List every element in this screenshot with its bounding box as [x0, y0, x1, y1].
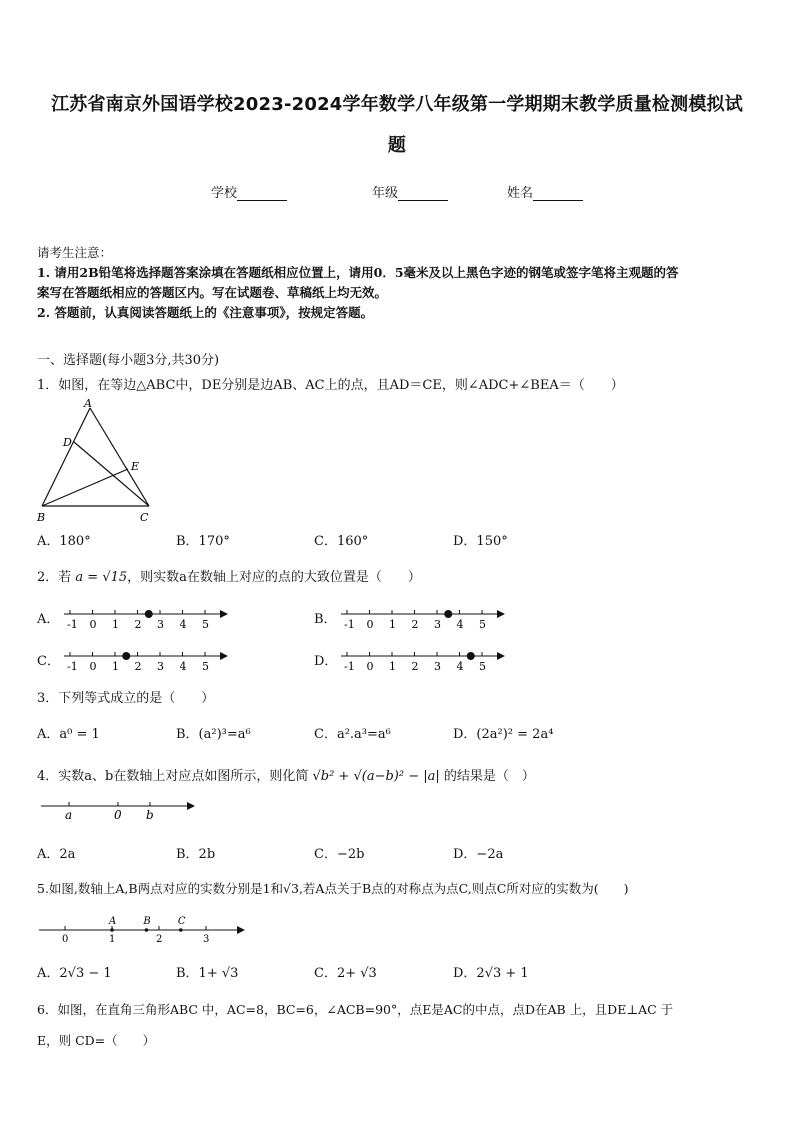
q2-stem-post: ，则实数a在数轴上对应的点的大致位置是（ ） [127, 570, 421, 585]
q4-option-d: D．−2a [453, 847, 504, 862]
q1-triangle-figure [32, 396, 162, 526]
label-b: B [37, 511, 46, 524]
q2-number-line-d [339, 646, 509, 674]
q2-number-line-a [62, 604, 232, 632]
tick-label: -1 [67, 660, 78, 673]
axis-arrow [187, 802, 195, 810]
q5-option-c: C．2+ √3 [314, 966, 377, 981]
q4-stem-pre: 4．实数a、b在数轴上对应点如图所示，则化简 [37, 769, 309, 784]
q2-option-d-letter: D． [314, 654, 338, 669]
question-6-stem: 6．如图，在直角三角形ABC 中，AC=8，BC=6，∠ACB=90°，点E是AC的中点，点D在AB 上，且DE⊥AC 于 [37, 1002, 674, 1017]
tick-label: 2 [156, 934, 163, 944]
q2-number-line-c [62, 646, 232, 674]
point-a [145, 610, 153, 618]
tick-label: 1 [389, 660, 396, 673]
q2-option-b-letter: B． [314, 612, 337, 627]
tick-label: -1 [344, 618, 355, 631]
axis-arrow [497, 652, 505, 660]
q5-option-d: D．2√3 + 1 [453, 966, 529, 981]
tick-label: 0 [89, 660, 97, 673]
q2-stem-pre: 2．若 [37, 570, 72, 585]
tick-label: 4 [456, 660, 464, 673]
page-title-continued: 题 [387, 135, 407, 156]
name-label: 姓名 [507, 186, 534, 201]
tick-label: 1 [389, 618, 396, 631]
q2-option-a-letter: A． [37, 612, 60, 627]
label-zero: 0 [114, 808, 122, 822]
tick-label: 3 [434, 618, 441, 631]
tick-label: 2 [411, 618, 419, 631]
tick-label: 0 [366, 618, 374, 631]
tick-label: 4 [179, 660, 187, 673]
grade-label: 年级 [372, 186, 399, 201]
notice-item-2: 2. 答题前，认真阅读答题纸上的《注意事项》，按规定答题。 [37, 305, 374, 320]
point-label: A [109, 916, 117, 927]
q4-option-a: A．2a [37, 847, 76, 862]
axis-arrow [220, 652, 228, 660]
q5-option-a: A．2√3 − 1 [37, 966, 112, 981]
tick-label: -1 [344, 660, 355, 673]
q4-number-line [37, 796, 202, 826]
tick-label: 2 [134, 660, 142, 673]
q1-option-a: A．180° [37, 534, 91, 549]
point-dot [145, 928, 149, 932]
q3-option-d: D．(2a²)² = 2a⁴ [453, 727, 554, 742]
axis-arrow [237, 926, 245, 934]
label-a: A [84, 397, 92, 410]
q2-number-line-b [339, 604, 509, 632]
q5-option-b: B．1+ √3 [176, 966, 239, 981]
label-a: a [65, 808, 73, 822]
side-ac [90, 408, 149, 506]
side-ab [42, 408, 90, 506]
q4-option-b: B．2b [176, 847, 216, 862]
q4-stem-expr: √b² + √(a−b)² − |a| [312, 769, 440, 784]
school-label: 学校 [211, 186, 238, 201]
tick-label: -1 [67, 618, 78, 631]
name-field [507, 182, 583, 201]
tick-label: 3 [157, 618, 164, 631]
point-label: C [177, 916, 186, 927]
label-e: E [131, 460, 140, 473]
label-c: C [140, 511, 149, 524]
tick-label: 4 [179, 618, 187, 631]
q3-option-c: C．a².a³=a⁶ [314, 727, 391, 742]
notice-heading: 请考生注意： [37, 245, 113, 260]
question-5-stem: 5.如图,数轴上A,B两点对应的实数分别是1和√3,若A点关于B点的对称点为点C,则点C所对应的实数为( ) [37, 881, 629, 896]
question-4-stem [37, 765, 535, 784]
q3-option-b: B．(a²)³=a⁶ [176, 727, 251, 742]
school-field [211, 182, 287, 201]
segment-dc [74, 442, 149, 506]
label-b: b [146, 808, 154, 822]
q4-option-c: C．−2b [314, 847, 365, 862]
tick-label: 5 [202, 618, 209, 631]
q2-option-c-letter: C． [37, 654, 60, 669]
school-blank [237, 188, 287, 201]
notice-item-1: 1. 请用2B铅笔将选择题答案涂填在答题纸相应位置上，请用0．5毫米及以上黑色字迹的钢笔或签字笔将主观题的答 [37, 265, 679, 280]
tick-label: 0 [89, 618, 97, 631]
tick-label: 1 [109, 934, 116, 944]
question-1-stem: 1．如图，在等边△ABC中，DE分别是边AB、AC上的点，且AD＝CE，则∠ADC+∠BEA＝（ ） [37, 378, 624, 393]
point-a [467, 652, 475, 660]
q1-option-b: B．170° [176, 534, 230, 549]
axis-arrow [220, 610, 228, 618]
q1-option-d: D．150° [453, 534, 508, 549]
tick-label: 0 [62, 934, 69, 944]
tick-label: 3 [434, 660, 441, 673]
tick-label: 1 [112, 618, 119, 631]
point-dot [110, 928, 114, 932]
notice-item-1-cont: 案写在答题纸相应的答题区内。写在试题卷、草稿纸上均无效。 [37, 285, 388, 300]
tick-label: 3 [203, 934, 210, 944]
tick-label: 2 [411, 660, 419, 673]
section-heading: 一、选择题(每小题3分,共30分) [37, 353, 220, 368]
question-2-stem [37, 566, 421, 585]
question-6-stem-cont: E，则 CD=（ ） [37, 1033, 156, 1048]
q1-option-c: C．160° [314, 534, 369, 549]
point-dot [179, 928, 183, 932]
segment-be [42, 469, 128, 506]
axis-arrow [497, 610, 505, 618]
label-d: D [63, 436, 72, 449]
tick-label: 5 [202, 660, 209, 673]
tick-label: 5 [479, 618, 486, 631]
grade-blank [398, 188, 448, 201]
tick-label: 4 [456, 618, 464, 631]
page-title: 江苏省南京外国语学校2023-2024学年数学八年级第一学期期末教学质量检测模拟试 [51, 94, 743, 115]
tick-label: 1 [112, 660, 119, 673]
point-label: B [143, 916, 151, 927]
grade-field [372, 182, 448, 201]
q2-stem-expr: a = √15 [75, 570, 128, 585]
notice-block [37, 243, 759, 323]
tick-label: 0 [366, 660, 374, 673]
tick-label: 5 [479, 660, 486, 673]
point-a [444, 610, 452, 618]
q3-option-a: A．a⁰ = 1 [37, 727, 100, 742]
q4-stem-post: 的结果是（ ） [443, 769, 535, 784]
name-blank [533, 188, 583, 201]
tick-label: 2 [134, 618, 142, 631]
q5-number-line [37, 910, 252, 944]
point-a [122, 652, 130, 660]
question-3-stem: 3．下列等式成立的是（ ） [37, 691, 215, 706]
tick-label: 3 [157, 660, 164, 673]
